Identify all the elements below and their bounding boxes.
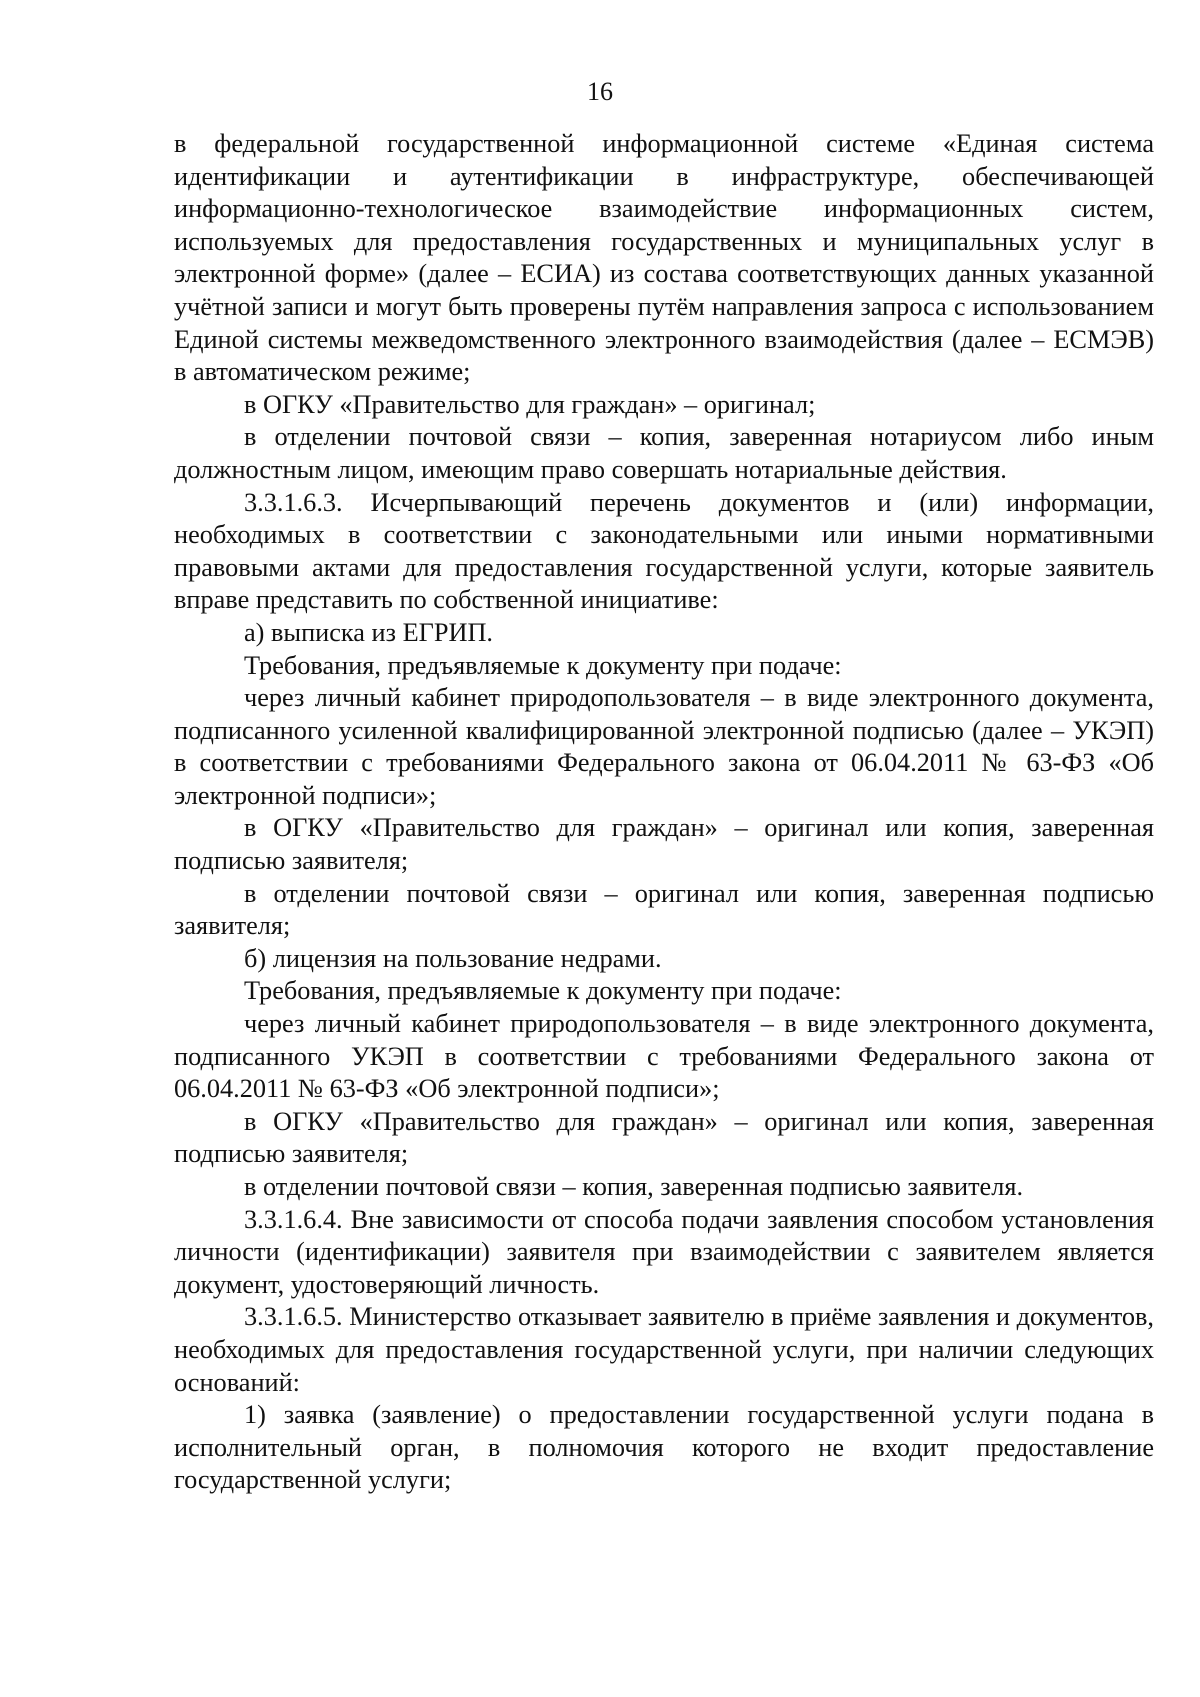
paragraph: а) выписка из ЕГРИП. bbox=[244, 617, 494, 647]
paragraph: через личный кабинет природопользователя – в виде электронного документа, подписанного УКЭП в соответствии с требованиями Федерального закона от 06.04.2011 № 63-ФЗ «Об электронной подписи»; bbox=[174, 1009, 1154, 1104]
paragraph: в отделении почтовой связи – копия, заверенная нотариусом либо иным должностным лицом, имеющим право совершать нотариальные действия. bbox=[174, 422, 1154, 484]
paragraph: б) лицензия на пользование недрами. bbox=[244, 943, 662, 973]
paragraph: в отделении почтовой связи – оригинал или копия, заверенная подписью заявителя; bbox=[174, 878, 1154, 941]
paragraph: в отделении почтовой связи – копия, заверенная подписью заявителя. bbox=[244, 1172, 1024, 1201]
paragraph: в ОГКУ «Правительство для граждан» – оригинал; bbox=[244, 389, 816, 419]
paragraph: 3.3.1.6.5. Министерство отказывает заявителю в приёме заявления и документов, необходимых для предоставления государственной услуги, при наличии следующих оснований: bbox=[174, 1302, 1154, 1397]
paragraph: 3.3.1.6.3. Исчерпывающий перечень документов и (или) информации, необходимых в соответствии с законодательными или иными нормативными правовыми актами для предоставления государственной услуги, которые заявитель вправе представить по собственной инициативе: bbox=[174, 487, 1154, 615]
paragraph: Требования, предъявляемые к документу при подаче: bbox=[244, 976, 842, 1006]
paragraph: Требования, предъявляемые к документу при подаче: bbox=[244, 650, 842, 680]
document-body bbox=[174, 128, 1154, 1497]
paragraph: в ОГКУ «Правительство для граждан» – оригинал или копия, заверенная подписью заявителя; bbox=[174, 813, 1154, 876]
paragraph: в федеральной государственной информационной системе «Единая система идентификации и аутентификации в инфраструктуре, обеспечивающей информационно-технологическое взаимодействие информационных систем, используемых для предоставления государственных и муниципальных услуг в электронной форме» (далее – ЕСИА) из состава соответствующих данных указанной учётной записи и могут быть проверены путём направления запроса с использованием Единой системы межведомственного электронного взаимодействия (далее – ЕСМЭВ) в автоматическом режиме; bbox=[174, 129, 1154, 387]
paragraph: 3.3.1.6.4. Вне зависимости от способа подачи заявления способом установления личности (идентификации) заявителя при взаимодействии с заявителем является документ, удостоверяющий личность. bbox=[174, 1204, 1154, 1299]
paragraph: через личный кабинет природопользователя – в виде электронного документа, подписанного усиленной квалифицированной электронной подписью (далее – УКЭП) в соответствии с требованиями Федерального закона от 06.04.2011 № 63-ФЗ «Об электронной подписи»; bbox=[174, 683, 1154, 810]
paragraph: в ОГКУ «Правительство для граждан» – оригинал или копия, заверенная подписью заявителя; bbox=[174, 1106, 1154, 1169]
paragraph: 1) заявка (заявление) о предоставлении государственной услуги подана в исполнительный орган, в полномочия которого не входит предоставление государственной услуги; bbox=[174, 1400, 1154, 1495]
page-number: 16 bbox=[587, 77, 613, 106]
